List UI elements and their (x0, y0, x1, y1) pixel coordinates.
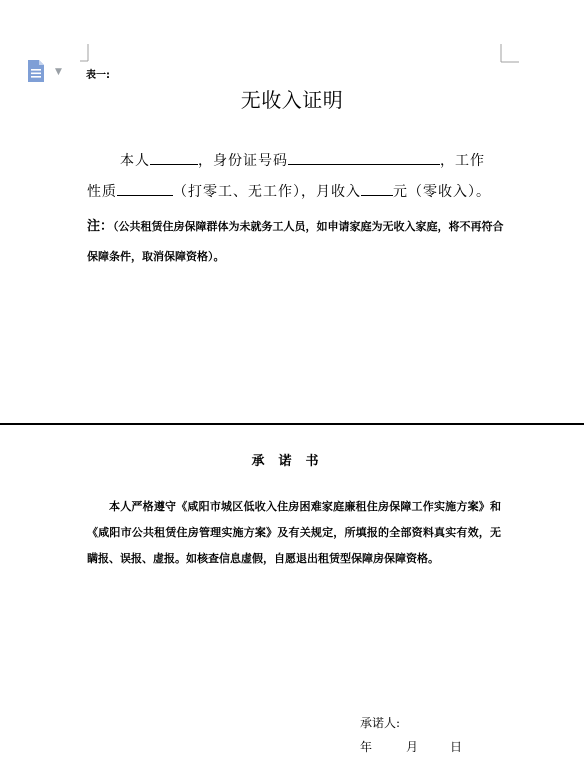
document-icon[interactable] (26, 59, 46, 83)
dropdown-arrow-icon[interactable]: ▼ (55, 67, 62, 77)
line1-text-3: ，工作 (440, 153, 485, 169)
note-label: 注： (87, 219, 114, 234)
job-nature-blank[interactable] (117, 181, 173, 196)
id-number-blank[interactable] (288, 150, 440, 165)
line2-text-3: 元（零收入）。 (393, 184, 491, 200)
pledge-body: 本人严格遵守《咸阳市城区低收入住房困难家庭廉租住房保障工作实施方案》和《咸阳市公共租赁住房管理实施方案》及有关规定，所填报的全部资料真实有效，无瞒报、误报、虚报。如核查信息虚假，自愿退出租赁型保障房保障资格。 (87, 500, 501, 565)
line1-text-1: 本人 (120, 153, 150, 169)
pledge-title: 承诺书 (251, 454, 333, 469)
page-corner-mark-top-right (500, 44, 520, 64)
signer-label: 承诺人: (360, 716, 401, 730)
date-year: 年 (360, 740, 373, 754)
name-blank[interactable] (150, 150, 198, 165)
statement-line-1 (120, 150, 485, 170)
line2-text-1: 性质 (87, 184, 117, 200)
note (87, 212, 507, 272)
statement-line-2 (87, 181, 491, 201)
section-divider (0, 423, 584, 425)
date-day: 日 (450, 740, 463, 754)
document-title: 无收入证明 (240, 88, 344, 112)
line1-text-2: ，身份证号码 (198, 153, 288, 169)
date-month: 月 (406, 740, 419, 754)
note-text: （公共租赁住房保障群体为未就务工人员，如申请家庭为无收入家庭，将不再符合保障条件，取消保障资格）。 (87, 220, 504, 263)
line2-text-2: （打零工、无工作），月收入 (173, 184, 361, 200)
date-line (360, 738, 462, 755)
income-blank[interactable] (361, 181, 393, 196)
page-corner-mark-top-left (80, 44, 90, 62)
table-label: 表一: (86, 70, 110, 81)
